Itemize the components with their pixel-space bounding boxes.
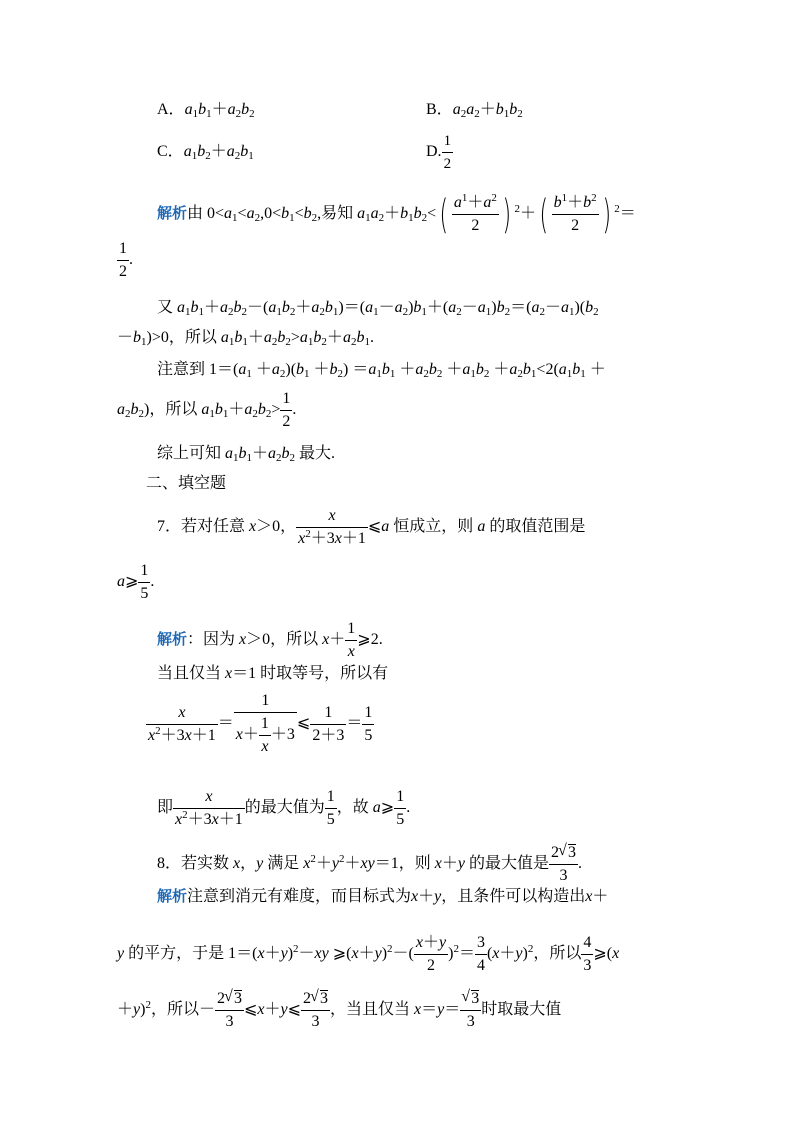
option-d: D. $\frac{1}{2}$ bbox=[426, 130, 453, 175]
q7-lead: 7．若对任意 bbox=[157, 518, 250, 536]
q7-mid: ＞0， bbox=[256, 518, 297, 536]
q8-tail: ，则 bbox=[398, 855, 435, 873]
p1-mid: ,易知 bbox=[317, 205, 358, 223]
a7-line4c: ，故 bbox=[336, 799, 373, 817]
analysis-p3: 又 $a_1b_1+a_2b_2-(a_1b_2+a_2b_1)=(a_1-a_2)b_1+(a_2-a_1)b_2=(a_2-a_1)(b_2$ bbox=[157, 299, 599, 318]
summary-lead: 综上可知 bbox=[157, 445, 226, 462]
option-a-label: A． bbox=[157, 101, 185, 118]
a7-line2b: ＝1 时取等号，所以有 bbox=[232, 665, 389, 682]
p5-lead: 注意到 1＝ bbox=[157, 361, 234, 378]
analysis-p1-end: $\frac{1}{2}$ . bbox=[119, 240, 133, 280]
question-7: 7．若对任意 x＞0， $\frac{x}{x^2+3x+1}$ ⩽a 恒成立，则 a 的取值范围是 bbox=[157, 507, 586, 547]
analysis-8-p3: ＋y)$^2$，所以－ $\frac{2√ 3}{3}$ ⩽x＋y⩽ $\frac{2√ 3}{3}$ ，当且仅当 x＝y＝ √ $\frac{3}{3}$ 时取最大值 bbox=[117, 988, 561, 1033]
analysis-label: 解析 bbox=[157, 630, 188, 649]
a7-p1: ：因为 bbox=[187, 631, 240, 649]
option-c: C．$a_1b_2+a_2b_1$ bbox=[157, 143, 254, 162]
analysis-7-equation: $\frac{x}{x^2+3x+1}$ ＝ 1 x＋ $\frac{1}{x}$ ＋3 ⩽ $\frac{1}{2+3}$ ＝ $\frac{1}{5}$ bbox=[148, 692, 373, 755]
analysis-7-p4: 即 $\frac{x}{x^2+3x+1}$ 的最大值为 $\frac{1}{5}$ ，故 a⩾ $\frac{1}{5}$ . bbox=[157, 788, 411, 828]
a8-line3a: ，所以－ bbox=[150, 1001, 215, 1019]
a8-line1b: ，且条件可以构造出 bbox=[441, 888, 586, 905]
question-7-answer: a⩾ $\frac{1}{5}$ . bbox=[117, 562, 155, 602]
q8-max: 的最大值是 bbox=[464, 855, 549, 873]
a7-p1b: ＞0，所以 bbox=[246, 631, 323, 649]
a8-line2a: 的平方，于是 1＝ bbox=[124, 945, 253, 963]
option-c-label: C． bbox=[157, 143, 184, 160]
p1-intro: 由 0< bbox=[187, 205, 225, 223]
q7-range: 的取值范围是 bbox=[485, 518, 586, 536]
a8-line3c: 时取最大值 bbox=[481, 1001, 562, 1019]
a8-line3b: ，当且仅当 bbox=[330, 1001, 415, 1019]
option-b-label: B． bbox=[426, 101, 453, 118]
p3-pos: >0，所以 bbox=[151, 329, 221, 346]
analysis-label: 解析 bbox=[157, 887, 188, 905]
analysis-8-p1: 解析注意到消元有难度，而目标式为x＋y，且条件可以构造出x＋ bbox=[157, 887, 609, 905]
p6-so: ，所以 bbox=[149, 401, 202, 419]
section-title: 二、填空题 bbox=[146, 475, 227, 492]
q8-lead: 8．若实数 bbox=[157, 855, 234, 873]
analysis-7-p2: 当且仅当 x＝1 时取等号，所以有 bbox=[157, 665, 389, 682]
question-8: 8．若实数 x，y 满足 $x^2+y^2+xy=1$，则 x＋y 的最大值是 $\frac{2√ 3}{3}$ . bbox=[157, 842, 582, 887]
analysis-7-p1: 解析：因为 x＞0，所以 x＋ $\frac{1}{x}$ ⩾2. bbox=[157, 620, 383, 660]
analysis-summary: 综上可知 $a_1b_1+a_2b_2$ 最大. bbox=[157, 445, 336, 464]
analysis-p4: $-b_1)>0$，所以 $a_1b_1+a_2b_2>a_1b_2+a_2b_1$. bbox=[117, 329, 374, 348]
analysis-p1: 解析由 $0<a_1<a_2,0<b_1<b_2$,易知 $a_1a_2+b_1b_2<$( $\frac{a^1+a^2}{2}$ ) $^2$＋( $\frac{b^1+b^2}{2}$ ) $^2$＝ bbox=[157, 191, 636, 238]
analysis-label: 解析 bbox=[157, 204, 188, 223]
summary-max: 最大. bbox=[295, 445, 336, 462]
q7-tail: 恒成立，则 bbox=[393, 518, 478, 536]
a7-line2: 当且仅当 bbox=[157, 665, 226, 682]
a8-line1: 注意到消元有难度，而目标式为 bbox=[187, 888, 412, 905]
a7-line4b: 的最大值为 bbox=[244, 799, 325, 817]
analysis-p5: 注意到 $1=(a_1 +a_2)(b_1 +b_2) =a_1b_1 +a_2b_2 +a_1b_2 +a_2b_1<2(a_1b_1$ ＋ bbox=[157, 361, 606, 380]
option-d-label: D. bbox=[426, 143, 442, 161]
q8-mid: 满足 bbox=[263, 855, 304, 873]
a8-line2b: ，所以 bbox=[533, 945, 582, 963]
analysis-8-p2: y 的平方，于是 $1=(x+y)^2-xy$ $⩾(x+y)^2-$( $\frac{x+y}{2}$ )$^2$＝ $\frac{3}{4}$ $(x+y)^2$，所以 $\frac{4}{3}$ ⩾(x bbox=[117, 934, 620, 974]
p3-lead: 又 bbox=[157, 299, 178, 316]
a7-line4: 即 bbox=[157, 799, 174, 817]
option-b: B．$a_2a_2+b_1b_2$ bbox=[426, 101, 523, 120]
option-a: A．$a_1b_1+a_2b_2$ bbox=[157, 101, 255, 120]
analysis-p6: $a_2b_2$)，所以 $a_1b_1+a_2b_2>$ $\frac{1}{2}$ . bbox=[117, 390, 297, 430]
